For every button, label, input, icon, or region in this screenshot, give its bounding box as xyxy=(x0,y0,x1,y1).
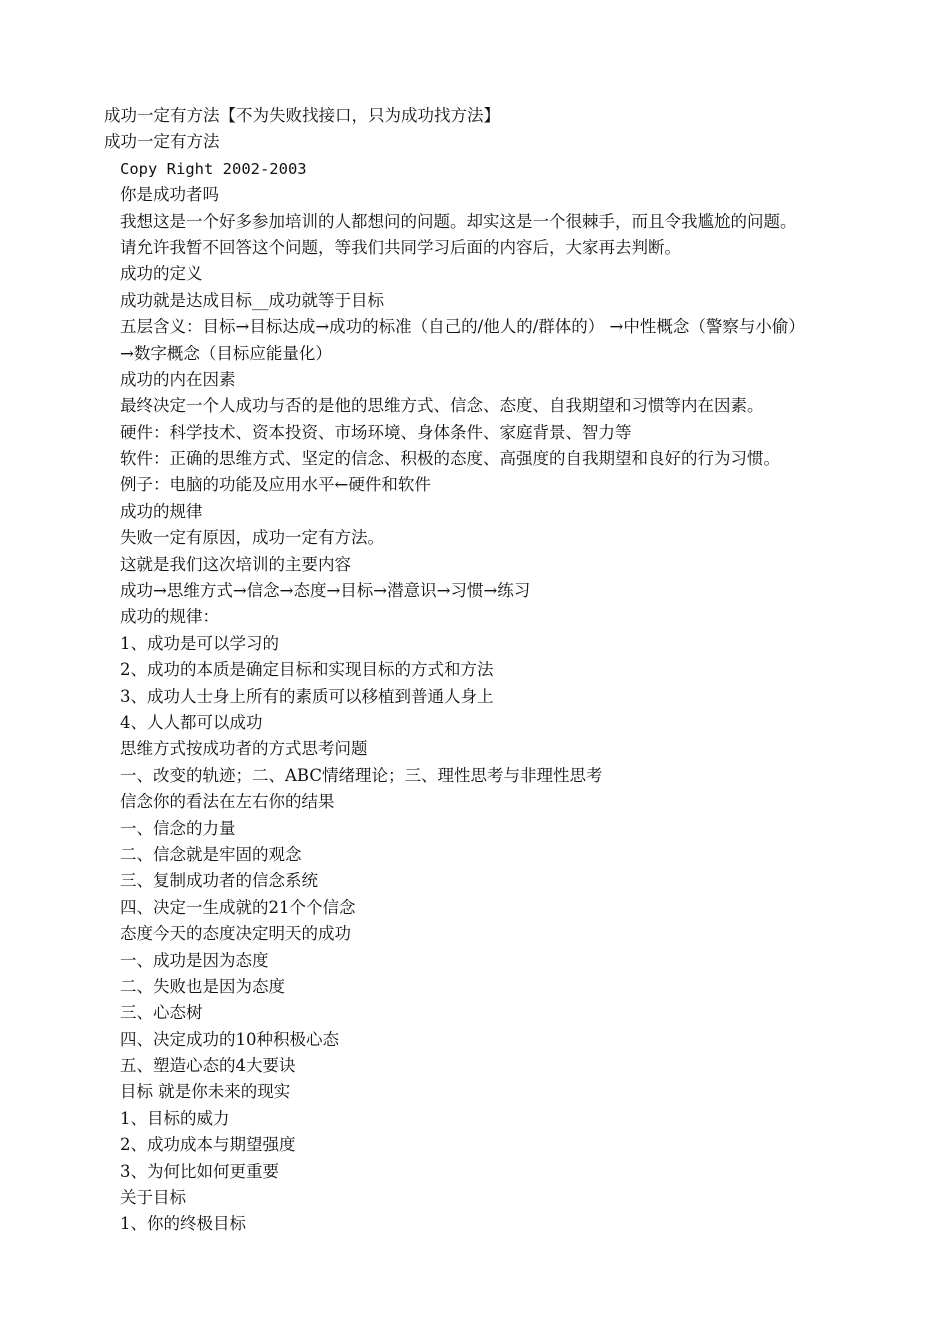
document-lines xyxy=(104,182,864,1238)
text-line: 我想这是一个好多参加培训的人都想问的问题。却实这是一个很棘手，而且令我尴尬的问题。 xyxy=(120,211,797,231)
text-line: 1、你的终极目标 xyxy=(120,1214,246,1234)
text-line: 四、决定一生成就的21个个信念 xyxy=(120,897,356,917)
text-line: 最终决定一个人成功与否的是他的思维方式、信念、态度、自我期望和习惯等内在因素。 xyxy=(120,396,764,416)
text-line: 成功的规律 xyxy=(120,501,203,521)
text-line: 一、成功是因为态度 xyxy=(120,950,269,970)
text-line: 硬件：科学技术、资本投资、市场环境、身体条件、家庭背景、智力等 xyxy=(120,422,632,442)
text-line: 二、信念就是牢固的观念 xyxy=(120,844,302,864)
text-line: 一、改变的轨迹；二、ABC情绪理论；三、理性思考与非理性思考 xyxy=(120,765,603,785)
text-line: 这就是我们这次培训的主要内容 xyxy=(120,554,351,574)
text-line: 1、目标的威力 xyxy=(120,1108,230,1128)
text-line: 1、成功是可以学习的 xyxy=(120,633,279,653)
text-line: →数字概念（目标应能量化） xyxy=(120,343,332,363)
text-line: 4、人人都可以成功 xyxy=(120,712,263,732)
text-line: 你是成功者吗 xyxy=(120,185,219,205)
text-line: 目标 就是你未来的现实 xyxy=(120,1082,291,1102)
text-line: 三、复制成功者的信念系统 xyxy=(120,871,318,891)
text-line: 2、成功成本与期望强度 xyxy=(120,1135,296,1155)
text-line: 2、成功的本质是确定目标和实现目标的方式和方法 xyxy=(120,660,494,680)
text-line: 信念你的看法在左右你的结果 xyxy=(120,792,335,812)
text-line: 软件：正确的思维方式、坚定的信念、积极的态度、高强度的自我期望和良好的行为习惯。 xyxy=(120,449,780,469)
text-line: 四、决定成功的10种积极心态 xyxy=(120,1029,339,1049)
text-line: 成功的内在因素 xyxy=(120,369,236,389)
text-line: 请允许我暂不回答这个问题，等我们共同学习后面的内容后，大家再去判断。 xyxy=(120,237,681,257)
text-line: 三、心态树 xyxy=(120,1003,203,1023)
text-line: 例子：电脑的功能及应用水平←硬件和软件 xyxy=(120,475,431,495)
text-line: 二、失败也是因为态度 xyxy=(120,976,285,996)
document-title: 成功一定有方法【不为失败找接口，只为成功找方法】 xyxy=(104,106,500,125)
text-line: 3、成功人士身上所有的素质可以移植到普通人身上 xyxy=(120,686,494,706)
text-line: 一、信念的力量 xyxy=(120,818,236,838)
text-line: 成功的规律： xyxy=(120,607,219,627)
text-line: 成功就是达成目标__成功就等于目标 xyxy=(120,290,384,310)
text-line: 3、为何比如何更重要 xyxy=(120,1161,279,1181)
text-line: 思维方式按成功者的方式思考问题 xyxy=(120,739,368,759)
text-line: 五层含义：目标→目标达成→成功的标准（自己的/他人的/群体的） →中性概念（警察与小偷） xyxy=(120,317,805,337)
text-line: 失败一定有原因，成功一定有方法。 xyxy=(120,528,384,548)
text-line: 成功→思维方式→信念→态度→目标→潜意识→习惯→练习 xyxy=(120,581,531,601)
document-body xyxy=(104,103,864,1238)
text-line: 态度今天的态度决定明天的成功 xyxy=(120,924,351,944)
text-line: 关于目标 xyxy=(120,1188,186,1208)
text-line: 成功的定义 xyxy=(120,264,203,284)
document-subtitle: 成功一定有方法 xyxy=(104,132,220,152)
copyright-line: Copy Right 2002-2003 xyxy=(120,159,307,178)
text-line: 五、塑造心态的4大要诀 xyxy=(120,1056,296,1076)
